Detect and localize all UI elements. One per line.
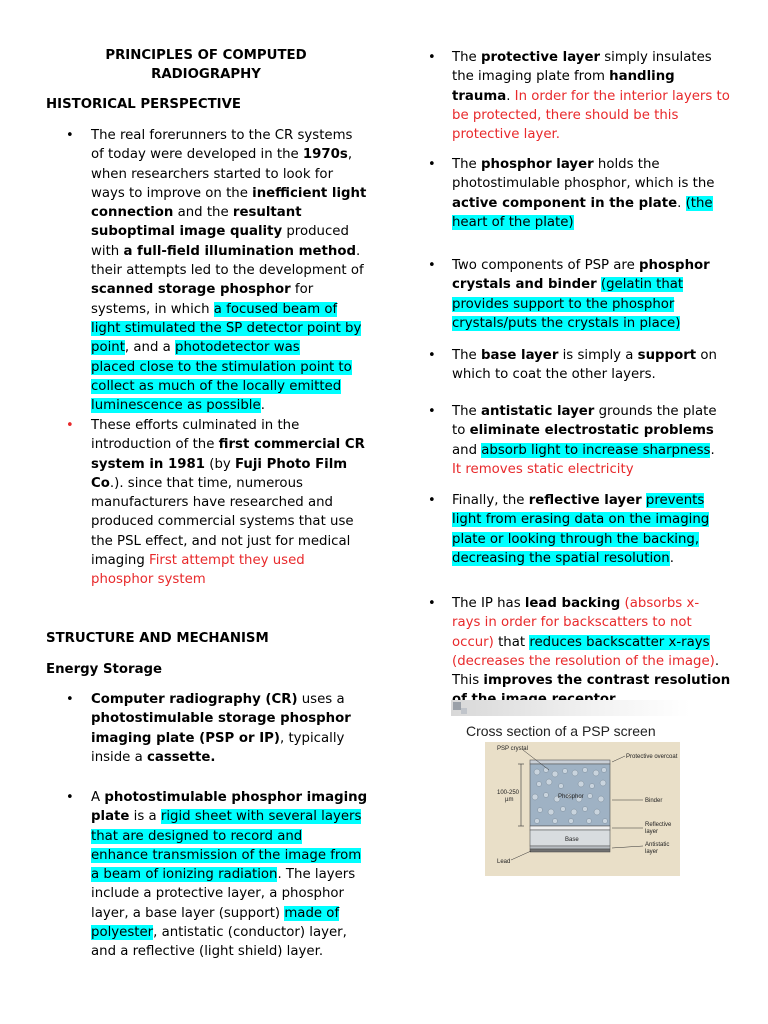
label-antistatic-2: layer <box>645 849 659 855</box>
bullet-icon: • <box>66 128 74 143</box>
lead-text: The IP has lead backing (absorbs x- rays in order for backscatters to not occur) that reduces backscatter x-rays (decreases the resolution of the image). This improves the contrast resolution <box>452 596 731 689</box>
psp-components-text: Two components of PSP are phosphor crystals and binder (gelatin that provides support to the phosphor crystals/puts the crystals in place) <box>452 258 710 331</box>
label-base: Base <box>565 837 579 843</box>
phosphor-text: The phosphor layer holds the photostimulable phosphor, which is the active component in the plate. (the heart of the plate) <box>452 157 715 230</box>
historical-heading: HISTORICAL PERSPECTIVE <box>46 97 241 112</box>
protective-overcoat-layer <box>530 760 610 764</box>
label-thickness: 100-250 <box>497 790 520 796</box>
bullet-icon: • <box>428 50 436 65</box>
structure-heading: STRUCTURE AND MECHANISM <box>46 631 269 646</box>
label-binder: Binder <box>645 798 663 804</box>
psp-diagram <box>451 700 690 880</box>
label-protective-overcoat: Protective overcoat <box>626 754 678 760</box>
bullet-icon: • <box>66 790 74 805</box>
historical-bullet-1-text: The real forerunners to the CR systems of today were developed in the 1970s, when researchers started to look for ways to improve on the inefficient light connection and the resultant suboptimal image quality produced with a full-field illumination method. their attempts led to the development of scanned storage phosphor for systems, in which a focused beam of light stimulated the SP detector point by point, and a photodetector was placed close to the stimulation point to collect as much of the locally emitted luminescence as possible. <box>91 128 367 414</box>
bullet-icon: • <box>66 418 74 433</box>
bullet-icon: • <box>428 493 436 508</box>
energy-storage-subheading: Energy Storage <box>46 662 163 677</box>
page-title: PRINCIPLES OF COMPUTED RADIOGRAPHY <box>105 48 307 82</box>
label-lead: Lead <box>497 859 511 865</box>
reflective-layer <box>530 826 610 830</box>
historical-bullet-2-text: These efforts culminated in the introduction of the first commercial CR system in 1981 (by Fuji Photo Film Co.). since that time, numerous manufacturers have researched and produced commercial systems that use the PSL effect, and not just for medical imaging First attempt they used phosphor system <box>91 418 365 588</box>
base-text: The base layer is simply a support on which to coat the other layers. <box>452 348 717 383</box>
bullet-icon: • <box>428 157 436 172</box>
bullet-icon: • <box>66 692 74 707</box>
label-reflective: Reflective <box>645 822 672 828</box>
antistatic-layer <box>530 846 610 849</box>
structure-bullet-2-text: A photostimulable phosphor imaging plate is a rigid sheet with several layers that are designed to record and enhance transmission of the image from a beam of ionizing radiation. The layers include a protective layer, a phosphor layer, a base layer (support) made of polyester, antistatic (conductor) layer, and a reflective (light shield) layer. <box>91 790 368 960</box>
bullet-icon: • <box>428 596 436 611</box>
bullet-icon: • <box>428 258 436 273</box>
label-reflective-2: layer <box>645 829 659 835</box>
lead-layer <box>530 849 610 852</box>
label-um: µm <box>505 797 514 803</box>
figure-caption: Cross section of a PSP screen <box>466 723 656 739</box>
label-psp-crystal: PSP crystal <box>497 746 528 752</box>
bullet-icon: • <box>428 404 436 419</box>
structure-bullet-1-text: Computer radiography (CR) uses a photostimulable storage phosphor imaging plate (PSP or IP), typically inside a cassette. <box>91 692 351 765</box>
protective-text: The protective layer simply insulates the imaging plate from handling trauma. In order for the interior layers to be protected, there should be this protective layer. <box>452 50 730 143</box>
bullet-icon: • <box>428 348 436 363</box>
reflective-text: Finally, the reflective layer prevents light from erasing data on the imaging plate or looking through the backing, decreasing the spatial resolution. <box>452 493 710 566</box>
antistatic-text: The antistatic layer grounds the plate to eliminate electrostatic problems and absorb light to increase sharpness. It removes static electricity <box>452 404 717 477</box>
label-phosphor: Phosphor <box>558 794 584 800</box>
psp-cross-section-figure <box>451 700 690 880</box>
label-antistatic: Antistatic <box>645 842 670 848</box>
